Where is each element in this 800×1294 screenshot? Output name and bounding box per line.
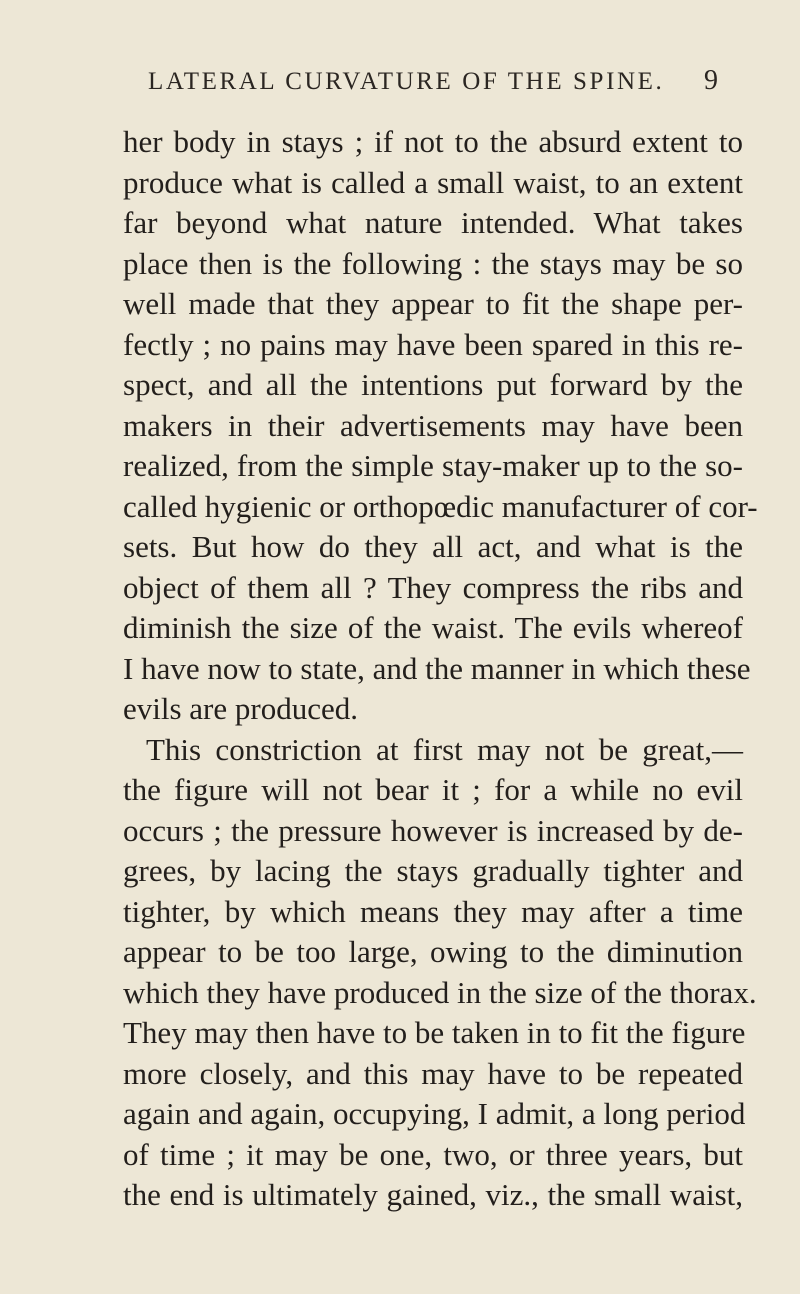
text-line: the figure will not bear it ; for a while no evil xyxy=(123,772,743,807)
text-line: called hygienic or orthopœdic manufacturer of cor- xyxy=(123,488,758,524)
text-line: object of them all ? They compress the ribs and xyxy=(123,569,743,605)
text-line: grees, by lacing the stays gradually tighter and xyxy=(123,853,743,888)
text-line: again and again, occupying, I admit, a long period xyxy=(123,1096,746,1131)
text-line: They may then have to be taken in to fit the figure xyxy=(123,1015,746,1050)
text-line: diminish the size of the waist. The evils whereof xyxy=(123,610,743,645)
text-line: spect, and all the intentions put forward by the xyxy=(123,367,743,402)
body-text xyxy=(123,122,758,1216)
text-line: I have now to state, and the manner in which these xyxy=(123,650,751,686)
text-line: makers in their advertisements may have been xyxy=(123,407,743,443)
text-line: sets. But how do they all act, and what is the xyxy=(123,529,743,564)
text-line: appear to be too large, owing to the diminution xyxy=(123,934,743,969)
page-number: 9 xyxy=(704,65,718,96)
paragraph-end-line: evils are produced. xyxy=(123,691,358,726)
text-line: occurs ; the pressure however is increased by de- xyxy=(123,812,743,848)
text-line: more closely, and this may have to be repeated xyxy=(123,1055,743,1091)
text-line: of time ; it may be one, two, or three years, but xyxy=(123,1136,743,1172)
page-header xyxy=(0,65,800,108)
text-line: produce what is called a small waist, to an extent xyxy=(123,164,743,200)
text-line: fectly ; no pains may have been spared in this re- xyxy=(123,326,743,362)
text-line: the end is ultimately gained, viz., the small waist, xyxy=(123,1177,743,1212)
running-title: LATERAL CURVATURE OF THE SPINE. xyxy=(148,68,665,95)
text-line: well made that they appear to fit the shape per- xyxy=(123,286,743,321)
text-line: which they have produced in the size of the thorax. xyxy=(123,974,757,1010)
text-line: far beyond what nature intended. What takes xyxy=(123,205,743,240)
text-line: place then is the following : the stays may be so xyxy=(123,245,743,281)
text-line: her body in stays ; if not to the absurd extent to xyxy=(123,124,743,159)
text-line: tighter, by which means they may after a time xyxy=(123,893,743,929)
paragraph-start-line: This constriction at first may not be great,— xyxy=(146,731,743,767)
text-line: realized, from the simple stay-maker up to the so- xyxy=(123,448,743,483)
